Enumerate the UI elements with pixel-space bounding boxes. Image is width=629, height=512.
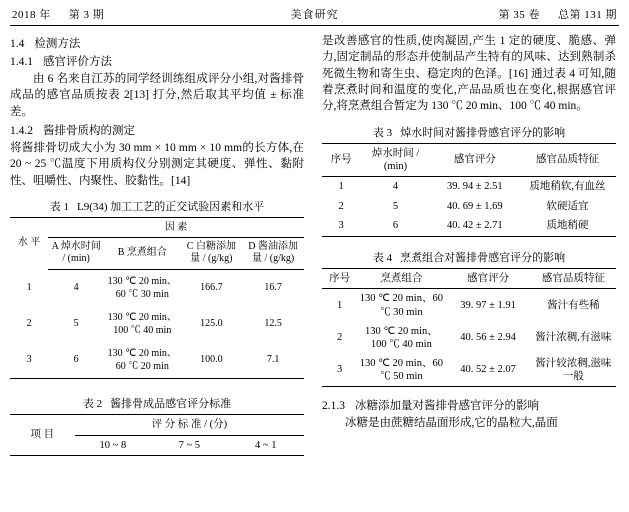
table-1-header-col-a: A 焯水时间 / (min) xyxy=(48,237,104,269)
running-head-right xyxy=(417,6,617,22)
table-3-caption-number: 表 3 xyxy=(372,126,393,139)
table-4-r1-combo: 130 ℃ 20 min、60 ℃ 30 min xyxy=(359,293,443,318)
table-3-header-row xyxy=(322,143,616,176)
table-3-caption-text: 焯水时间对酱排骨感官评分的影响 xyxy=(400,126,566,139)
table-2-caption-number: 表 2 xyxy=(82,397,103,410)
table-1-r1-d: 16.7 xyxy=(264,282,282,294)
paragraph-right-top: 是改善感官的性质,使肉凝固,产生 1 定的硬度、脆感、弹力,固定制品的形态并使制品产生特有的风味、达到熟制杀死微生物和寄生虫、稳定肉的色泽。[16] 通过表 4 可知,随着烹煮时间和温度的变化,产品品质也在变化,根据感官评分,将烹煮组合暂定为 130 ℃ 20 min、100 ℃ 40 min。 xyxy=(322,35,616,113)
table-4-r2-combo: 130 ℃ 20 min、100 ℃ 40 min xyxy=(364,325,438,350)
table-1-r2-a: 5 xyxy=(73,318,79,330)
two-column-body xyxy=(10,33,619,503)
table-2-header-score: 评 分 标 准 / (分) xyxy=(75,414,304,435)
table-1-r1-level: 1 xyxy=(26,282,32,294)
table-2-header-item: 项 目 xyxy=(30,429,55,441)
table-2-range-3: 4 ~ 1 xyxy=(255,439,277,451)
running-head-total-issue: 总第 131 期 xyxy=(558,9,617,21)
table-1-r2-level: 2 xyxy=(26,318,32,330)
running-head-year: 2018 年 xyxy=(12,9,51,21)
table-2-group-header-row xyxy=(10,414,304,435)
table-4-r2-no: 2 xyxy=(337,332,343,343)
table-4-header-score: 感官评分 xyxy=(445,268,530,289)
heading-1-4-title: 检测方法 xyxy=(34,38,81,50)
table-1-header-col-d: D 酱油添加量 / (g/kg) xyxy=(242,237,304,269)
table-4-caption-text: 烹煮组合对酱排骨感官评分的影响 xyxy=(400,251,566,264)
table-4-r1-no: 1 xyxy=(337,299,343,311)
table-3-header-no: 序号 xyxy=(322,143,360,176)
table-4-caption xyxy=(322,249,616,265)
table-4-caption-number: 表 4 xyxy=(372,251,393,264)
table-row xyxy=(322,216,616,236)
table-1-r2-d: 12.5 xyxy=(264,318,282,330)
table-3-header-time: 焯水时间 / (min) xyxy=(360,143,431,176)
table-1-header-col-c: C 白糖添加量 / (g/kg) xyxy=(181,237,243,269)
table-3-header-score: 感官评分 xyxy=(431,143,519,176)
table-3-r3-feature: 质地稍硬 xyxy=(546,220,589,232)
table-1-r3-c: 100.0 xyxy=(200,354,223,366)
heading-1-4-2-title: 酱排骨质构的测定 xyxy=(43,124,135,137)
table-1-r2-b: 130 ℃ 20 min、100 ℃ 40 min xyxy=(107,311,177,336)
table-row xyxy=(322,176,616,196)
table-3-r3-no: 3 xyxy=(338,220,344,232)
running-head-volume: 第 35 卷 xyxy=(498,9,540,21)
table-1-caption-text: L9(34) 加工工艺的正交试验因素和水平 xyxy=(76,200,265,213)
table-2-caption xyxy=(10,395,304,411)
table-3-header-feature: 感官品质特征 xyxy=(519,143,616,176)
paragraph-2-1-3: 冰糖是由蔗糖结晶面形成,它的晶粒大,晶面 xyxy=(345,417,558,430)
heading-2-1-3 xyxy=(322,397,616,413)
paragraph-1-4-1: 由 6 名来自江苏的同学经训练组成评分小组,对酱排骨成品的感官品质按表 2[13] 打分,然后取其平均值 ± 标准差。 xyxy=(10,73,304,118)
table-3-r3-time: 6 xyxy=(392,220,399,232)
running-head-left xyxy=(12,6,212,22)
table-1-header-level: 水 平 xyxy=(17,237,41,249)
table-4-r1-score: 39. 97 ± 1.91 xyxy=(460,299,516,311)
table-1-group-header-row xyxy=(10,217,304,237)
table-1-header-row xyxy=(10,237,304,269)
table-1-r3-a: 6 xyxy=(73,354,79,366)
table-1-r1-c: 166.7 xyxy=(200,282,223,294)
table-3-r1-score: 39. 94 ± 2.51 xyxy=(447,180,503,192)
heading-1-4 xyxy=(10,35,304,51)
table-row xyxy=(322,322,616,354)
table-1-r3-b: 130 ℃ 20 min、60 ℃ 20 min xyxy=(107,347,177,372)
table-2-range-1: 10 ~ 8 xyxy=(99,439,127,451)
table-2-caption-text: 酱排骨成品感官评分标准 xyxy=(110,397,232,410)
heading-1-4-number: 1.4 xyxy=(10,38,25,50)
paragraph-1-4-2: 将酱排骨切成大小为 30 mm × 10 mm × 10 mm的长方体,在 20 ~ 25 ℃温度下用质构仪分别测定其硬度、弹性、黏附性、咀嚼性、内聚性、胶黏性。[14] xyxy=(10,141,304,187)
table-4-header-feature: 感官品质特征 xyxy=(531,268,616,289)
table-row xyxy=(322,354,616,387)
table-row xyxy=(322,289,616,322)
table-3-r3-score: 40. 42 ± 2.71 xyxy=(447,220,503,232)
running-head-issue: 第 3 期 xyxy=(68,9,105,21)
running-head-journal: 美食研究 xyxy=(290,9,339,21)
table-row xyxy=(10,342,304,379)
heading-1-4-1 xyxy=(10,53,304,69)
table-4 xyxy=(322,268,616,387)
table-row xyxy=(10,269,304,306)
table-4-r1-feature: 酱汁有些稀 xyxy=(547,299,600,311)
table-3-caption xyxy=(322,124,616,140)
table-4-r2-feature: 酱汁浓稠,有滋味 xyxy=(535,332,612,344)
heading-1-4-2-number: 1.4.2 xyxy=(10,124,33,137)
table-4-r3-score: 40. 52 ± 2.07 xyxy=(460,364,516,376)
table-1-r2-c: 125.0 xyxy=(200,318,223,330)
table-4-r3-feature: 酱汁较浓稠,滋味一般 xyxy=(535,357,612,383)
table-1-r1-b: 130 ℃ 20 min、60 ℃ 30 min xyxy=(107,275,177,300)
table-3-r2-feature: 软硬适宜 xyxy=(546,200,589,212)
heading-2-1-3-number: 2.1.3 xyxy=(322,400,345,413)
table-3-r1-no: 1 xyxy=(338,180,344,192)
table-4-header-combo: 烹煮组合 xyxy=(357,268,445,289)
heading-1-4-2 xyxy=(10,122,304,138)
table-2-range-2: 7 ~ 5 xyxy=(178,439,201,451)
heading-1-4-1-title: 感官评价方法 xyxy=(43,56,112,68)
table-row xyxy=(322,197,616,217)
table-4-r3-no: 3 xyxy=(337,364,343,376)
table-4-header-no: 序号 xyxy=(322,268,357,289)
table-2 xyxy=(10,414,304,456)
table-1-caption xyxy=(10,198,304,214)
table-3 xyxy=(322,143,616,237)
table-1-r1-a: 4 xyxy=(73,282,79,294)
table-4-r3-combo: 130 ℃ 20 min、60 ℃ 50 min xyxy=(359,357,443,383)
table-1-caption-number: 表 1 xyxy=(49,200,69,213)
heading-2-1-3-title: 冰糖添加量对酱排骨感官评分的影响 xyxy=(355,400,539,413)
table-3-r1-time: 4 xyxy=(392,180,399,192)
table-row xyxy=(10,306,304,342)
table-1-r3-d: 7.1 xyxy=(266,354,280,366)
table-1 xyxy=(10,217,304,379)
table-1-r3-level: 3 xyxy=(26,354,32,366)
table-3-r1-feature: 质地稍软,有血丝 xyxy=(529,180,606,192)
left-column xyxy=(10,33,304,503)
table-3-r2-time: 5 xyxy=(392,200,399,212)
table-3-r2-no: 2 xyxy=(338,200,344,212)
heading-1-4-1-number: 1.4.1 xyxy=(10,56,33,68)
right-column xyxy=(322,33,616,503)
table-3-r2-score: 40. 69 ± 1.69 xyxy=(447,200,503,212)
running-head xyxy=(10,6,619,26)
table-1-header-col-b: B 烹煮组合 xyxy=(104,237,180,269)
table-4-r2-score: 40. 56 ± 2.94 xyxy=(460,332,516,343)
table-4-header-row xyxy=(322,268,616,289)
table-1-header-factors: 因 素 xyxy=(48,217,304,237)
